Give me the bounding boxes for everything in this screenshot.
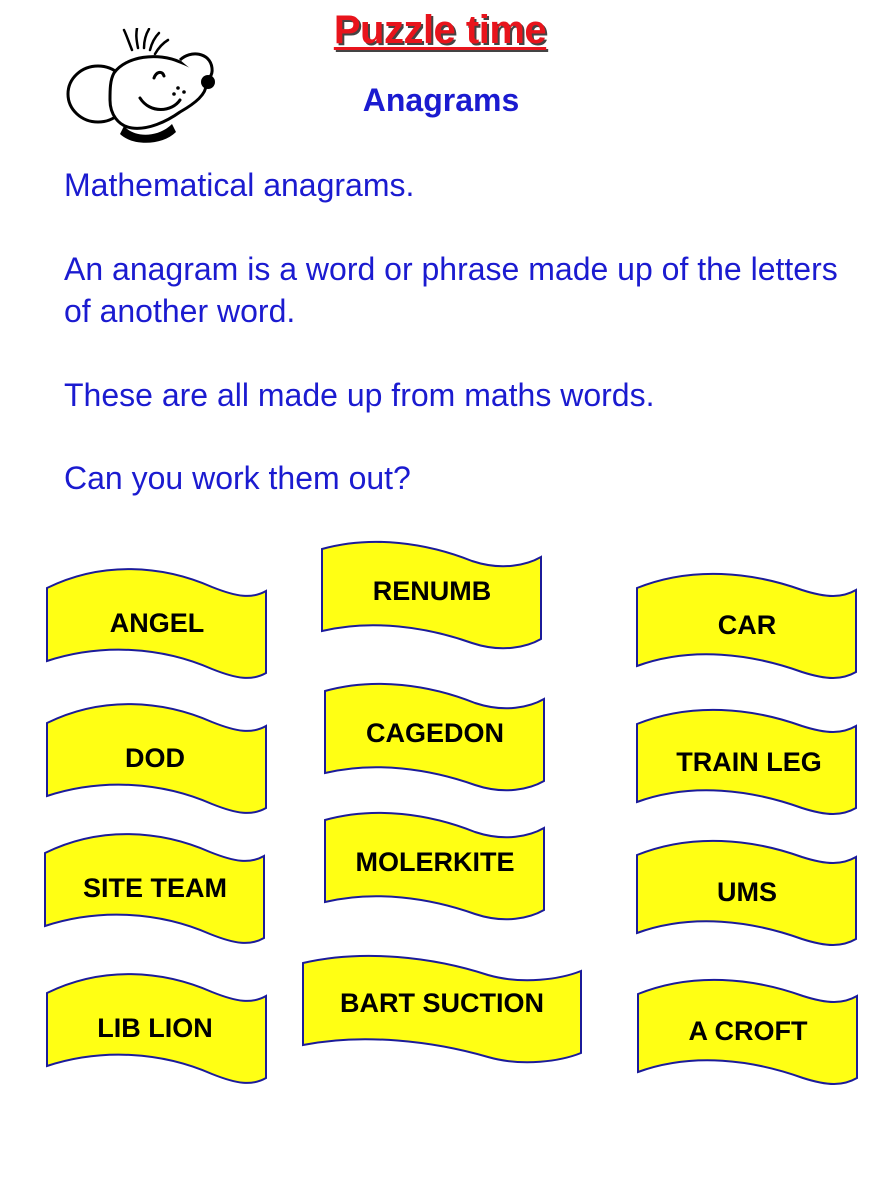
anagram-word: CAGEDON: [365, 718, 505, 748]
anagram-word: TRAIN LEG: [676, 747, 822, 777]
anagram-flag: [47, 974, 266, 1083]
intro-question: Can you work them out?: [64, 460, 411, 496]
anagram-word: LIB LION: [97, 1013, 213, 1043]
anagram-flag: [637, 710, 856, 814]
anagram-flag: [47, 704, 266, 813]
anagram-flag: [638, 980, 857, 1084]
anagram-flag: [325, 813, 544, 919]
anagram-flag: [637, 574, 856, 678]
anagram-word: MOLERKITE: [355, 847, 515, 877]
anagram-word: ANGEL: [109, 608, 205, 638]
intro-heading: Mathematical anagrams.: [64, 167, 415, 203]
page-subtitle: Anagrams: [362, 82, 520, 118]
anagram-flag: [637, 841, 856, 945]
anagram-word: A CROFT: [688, 1016, 808, 1046]
intro-note: These are all made up from maths words.: [64, 377, 655, 413]
anagram-word: UMS: [717, 877, 777, 907]
anagram-flag: [45, 834, 264, 943]
anagram-flag: [325, 684, 544, 790]
anagram-word: RENUMB: [372, 576, 492, 606]
anagram-flag: [322, 542, 541, 648]
anagram-word: DOD: [125, 743, 185, 773]
intro-definition: An anagram is a word or phrase made up of the letters of another word.: [64, 251, 838, 329]
page-title: Puzzle time: [333, 8, 547, 52]
anagram-word: SITE TEAM: [82, 873, 228, 903]
anagram-word: CAR: [717, 610, 777, 640]
anagram-word: BART SUCTION: [340, 988, 544, 1018]
anagram-flag: [303, 956, 581, 1062]
anagram-flag: [47, 569, 266, 678]
